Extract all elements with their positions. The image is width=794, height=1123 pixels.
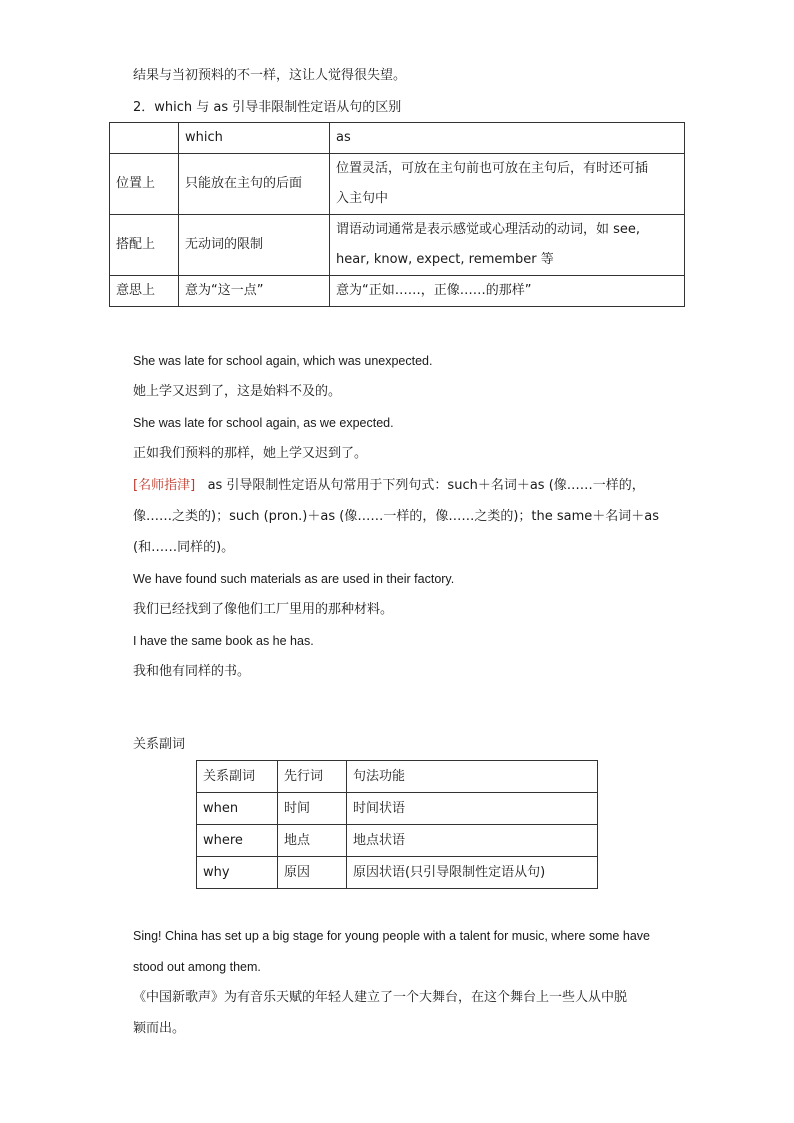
table-row (197, 793, 598, 825)
example-sentence-en: She was late for school again, as we expected. (133, 416, 394, 430)
table-cell: 位置上 (110, 154, 179, 215)
section-heading: 2．which 与 as 引导非限制性定语从句的区别 (133, 100, 402, 115)
table-cell (110, 123, 179, 154)
table-cell: 时间 (278, 793, 347, 825)
example-sentence-en: I have the same book as he has. (133, 634, 314, 648)
example-sentence-zh: 我和他有同样的书。 (133, 664, 251, 679)
table-cell: 意思上 (110, 276, 179, 307)
table-header-cell: as (330, 123, 685, 154)
table-cell (330, 215, 685, 276)
example-sentence-zh: 颖而出。 (133, 1021, 186, 1036)
example-sentence-zh: 《中国新歌声》为有音乐天赋的年轻人建立了一个大舞台，在这个舞台上一些人从中脱 (133, 990, 628, 1005)
table-cell: 只能放在主句的后面 (179, 154, 330, 215)
table-cell: 意为“这一点” (179, 276, 330, 307)
table-header-row (197, 761, 598, 793)
section-heading: 关系副词 (133, 737, 186, 752)
table-cell: 无动词的限制 (179, 215, 330, 276)
example-sentence-zh: 我们已经找到了像他们工厂里用的那种材料。 (133, 602, 394, 617)
table-row (197, 857, 598, 889)
cell-line: 位置灵活，可放在主句前也可放在主句后，有时还可插 (336, 161, 649, 176)
tip-paragraph-line: 像……之类的)；such (pron.)＋as (像……一样的，像……之类的)；the same＋名词＋as (133, 509, 660, 524)
example-sentence-en: She was late for school again, which was unexpected. (133, 354, 433, 368)
table-header-cell: which (179, 123, 330, 154)
table-row (110, 276, 685, 307)
example-sentence-en: Sing! China has set up a big stage for young people with a talent for music, where some have (133, 929, 650, 943)
table-header-cell: 先行词 (278, 761, 347, 793)
table-cell: why (197, 857, 278, 889)
table-cell: 原因状语(只引导限制性定语从句) (347, 857, 598, 889)
table-header-cell: 关系副词 (197, 761, 278, 793)
table-row (110, 154, 685, 215)
example-sentence-en: We have found such materials as are used in their factory. (133, 572, 455, 586)
table-cell: where (197, 825, 278, 857)
paragraph-text: 结果与当初预料的不一样，这让人觉得很失望。 (133, 68, 407, 83)
which-as-comparison-table (109, 122, 685, 307)
table-cell: 地点状语 (347, 825, 598, 857)
table-cell: 原因 (278, 857, 347, 889)
example-sentence-zh: 正如我们预料的那样，她上学又迟到了。 (133, 446, 368, 461)
example-sentence-en: stood out among them. (133, 960, 261, 974)
tip-paragraph-line (133, 476, 645, 496)
table-header-row (110, 123, 685, 154)
tip-text: as 引导限制性定语从句常用于下列句式：such＋名词＋as (像……一样的， (207, 478, 645, 493)
table-cell (330, 154, 685, 215)
cell-line: 谓语动词通常是表示感觉或心理活动的动词，如 see, (336, 222, 641, 237)
table-row (110, 215, 685, 276)
table-cell: 地点 (278, 825, 347, 857)
relative-adverb-table (196, 760, 598, 889)
tip-tag: [名师指津] (133, 478, 196, 493)
table-cell: when (197, 793, 278, 825)
table-cell: 意为“正如……，正像……的那样” (330, 276, 685, 307)
table-cell: 时间状语 (347, 793, 598, 825)
tip-paragraph-line: (和……同样的)。 (133, 540, 235, 555)
table-header-cell: 句法功能 (347, 761, 598, 793)
table-cell: 搭配上 (110, 215, 179, 276)
table-row (197, 825, 598, 857)
example-sentence-zh: 她上学又迟到了，这是始料不及的。 (133, 384, 342, 399)
cell-line: hear, know, expect, remember 等 (336, 252, 554, 267)
cell-line: 入主句中 (336, 191, 389, 206)
